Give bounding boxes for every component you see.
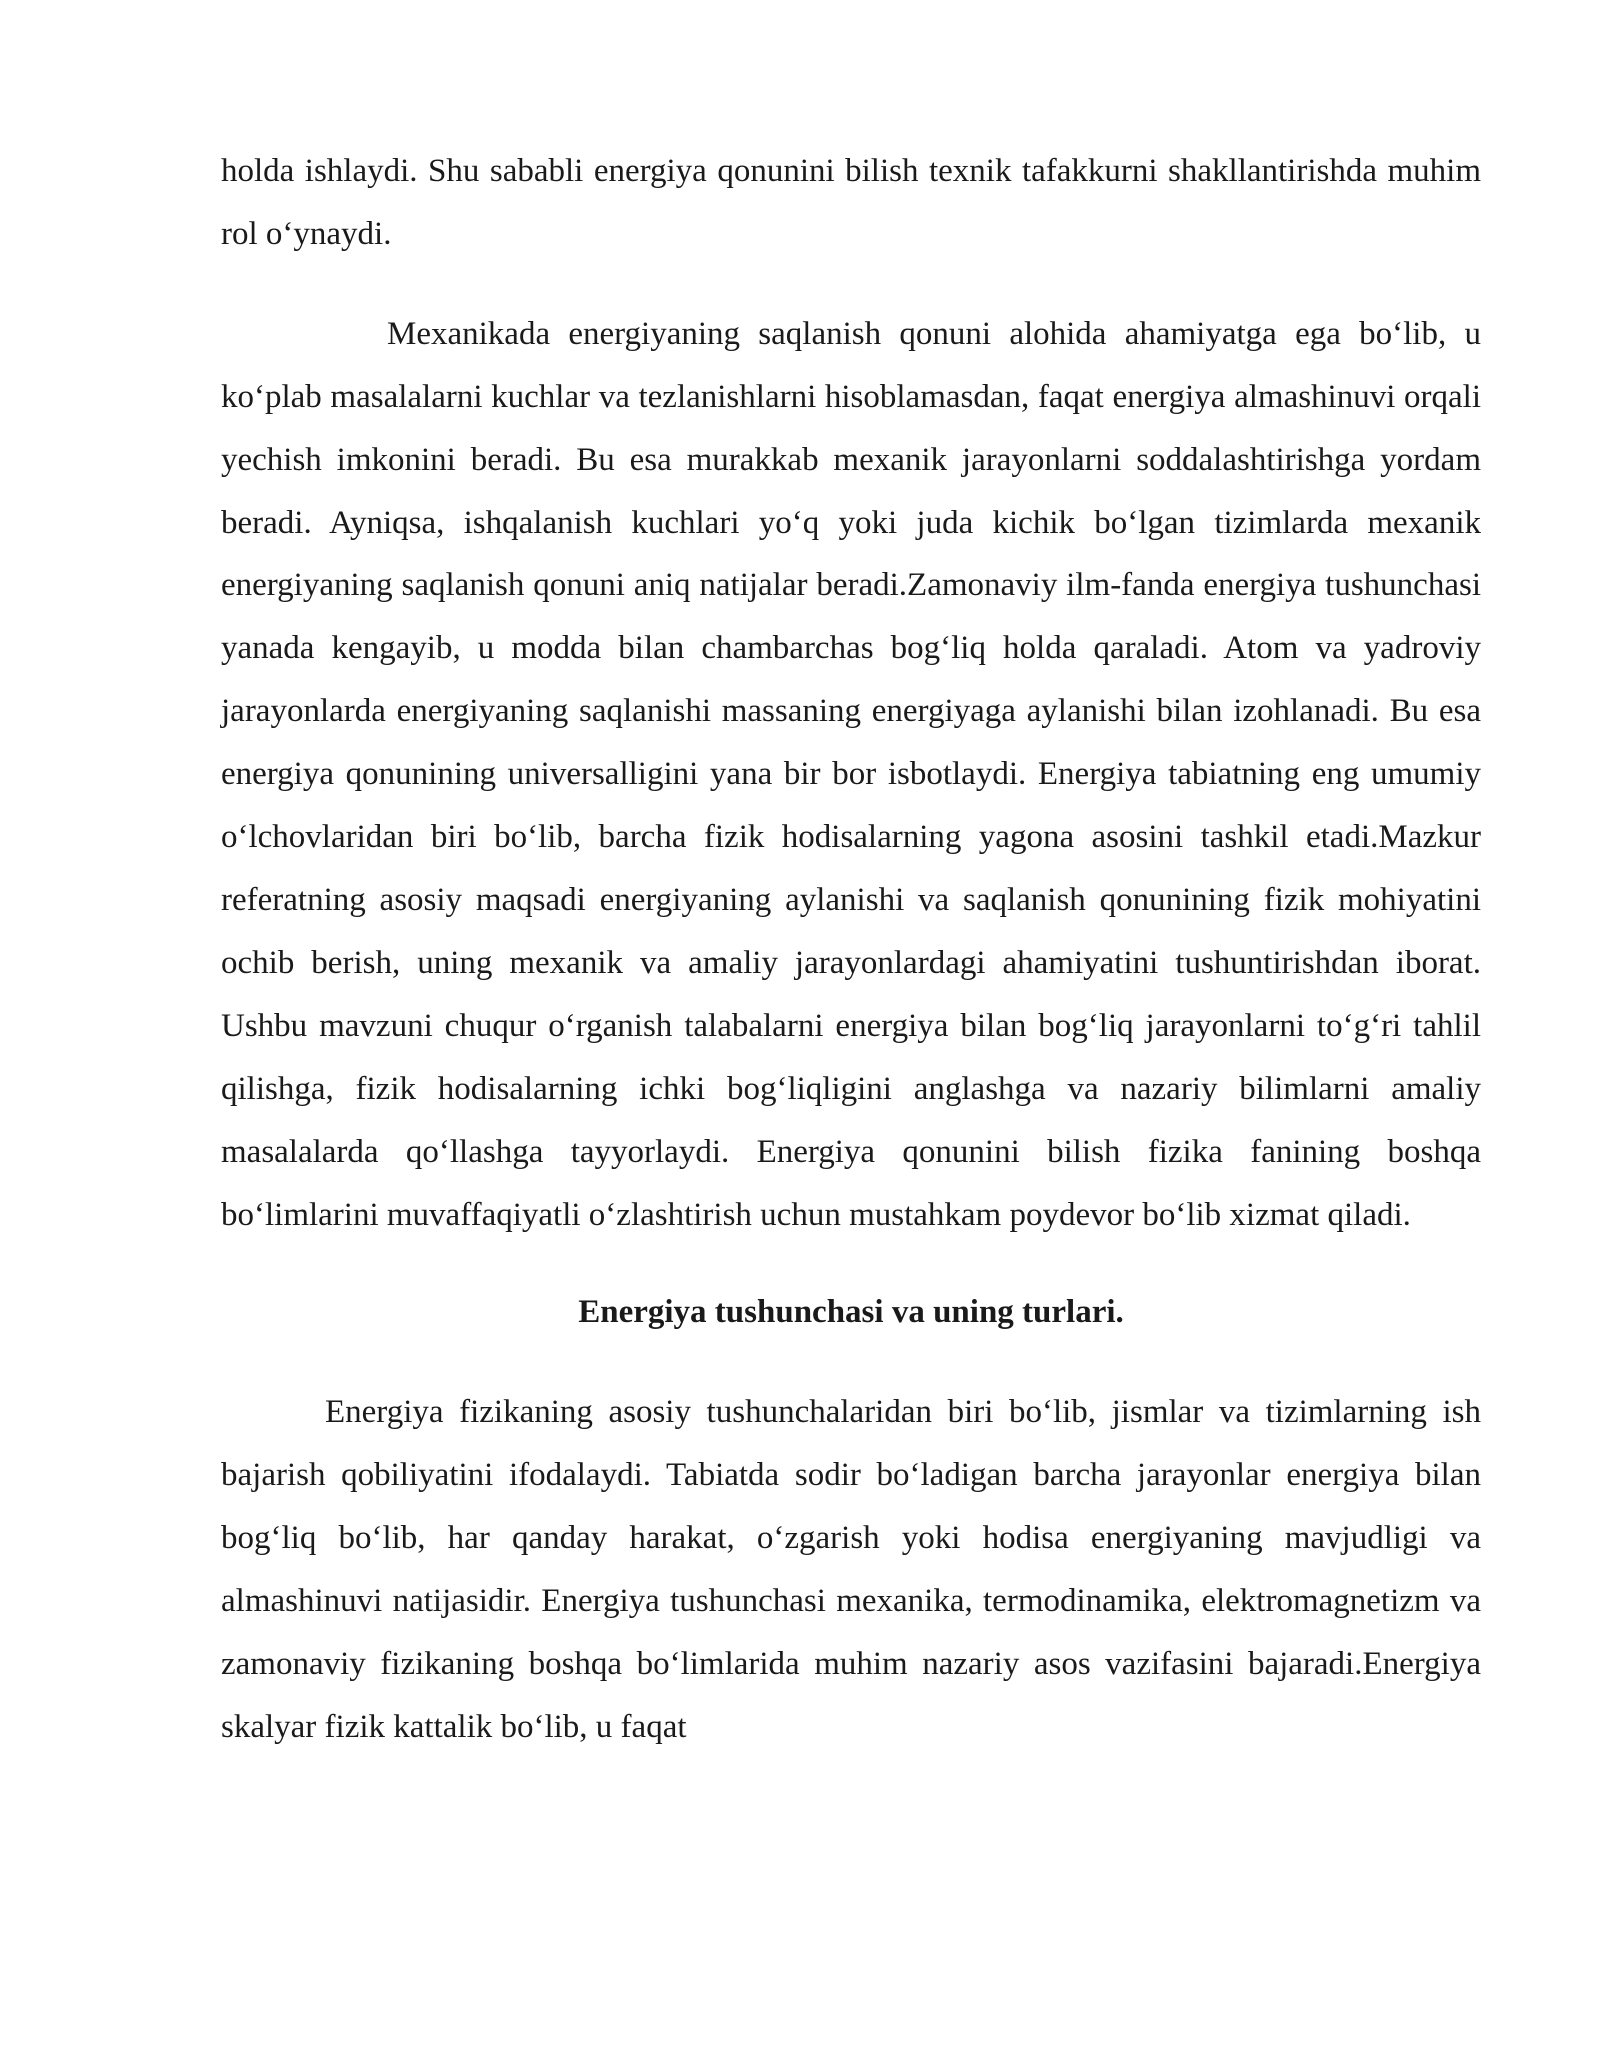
paragraph-mechanics: Mexanikada energiyaning saqlanish qonuni alohida ahamiyatga ega bo‘lib, u ko‘plab masalalarni kuchlar va tezlanishlarni hisoblamasdan, faqat energiya almashinuvi orqali yechish imkonini beradi. Bu esa murakkab mexanik jarayonlarni soddalashtirishga yordam beradi. Ayniqsa, ishqalanish kuchlari yo‘q yoki juda kichik bo‘lgan tizimlarda mexanik energiyaning saqlanish qonuni aniq natijalar beradi.Zamonaviy ilm-fanda energiya tushunchasi yanada kengayib, u modda bilan chambarchas bog‘liq holda qaraladi. Atom va yadroviy jarayonlarda energiyaning saqlanishi massaning energiyaga aylanishi bilan izohlanadi. Bu esa energiya qonunining universalligini yana bir bor isbotlaydi. Energiya tabiatning eng umumiy o‘lchovlaridan biri bo‘lib, barcha fizik hodisalarning yagona asosini tashkil etadi.Mazkur referatning asosiy maqsadi energiyaning aylanishi va saqlanish qonunining fizik mohiyatini ochib berish, uning mexanik va amaliy jarayonlardagi ahamiyatini tushuntirishdan iborat. Ushbu mavzuni chuqur o‘rganish talabalarni energiya bilan bog‘liq jarayonlarni to‘g‘ri tahlil qilishga, fizik hodisalarning ichki bog‘liqligini anglashga va nazariy bilimlarni amaliy masalalarda qo‘llashga tayyorlaydi. Energiya qonunini bilish fizika fanining boshqa bo‘limlarini muvaffaqiyatli o‘zlashtirish uchun mustahkam poydevor bo‘lib xizmat qiladi. bbox=[221, 315, 1481, 1233]
paragraph-continuation: holda ishlaydi. Shu sababli energiya qonunini bilish texnik tafakkurni shakllantirishda muhim rol o‘ynaydi. bbox=[221, 153, 1481, 252]
document-page bbox=[221, 140, 1481, 1759]
paragraph-energy-concept: Energiya fizikaning asosiy tushunchalaridan biri bo‘lib, jismlar va tizimlarning ish bajarish qobiliyatini ifodalaydi. Tabiatda sodir bo‘ladigan barcha jarayonlar energiya bilan bog‘liq bo‘lib, har qanday harakat, o‘zgarish yoki hodisa energiyaning mavjudligi va almashinuvi natijasidir. Energiya tushunchasi mexanika, termodinamika, elektromagnetizm va zamonaviy fizikaning boshqa bo‘limlarida muhim nazariy asos vazifasini bajaradi.Energiya skalyar fizik kattalik bo‘lib, u faqat bbox=[221, 1394, 1481, 1745]
section-heading: Energiya tushunchasi va uning turlari. bbox=[578, 1294, 1124, 1331]
